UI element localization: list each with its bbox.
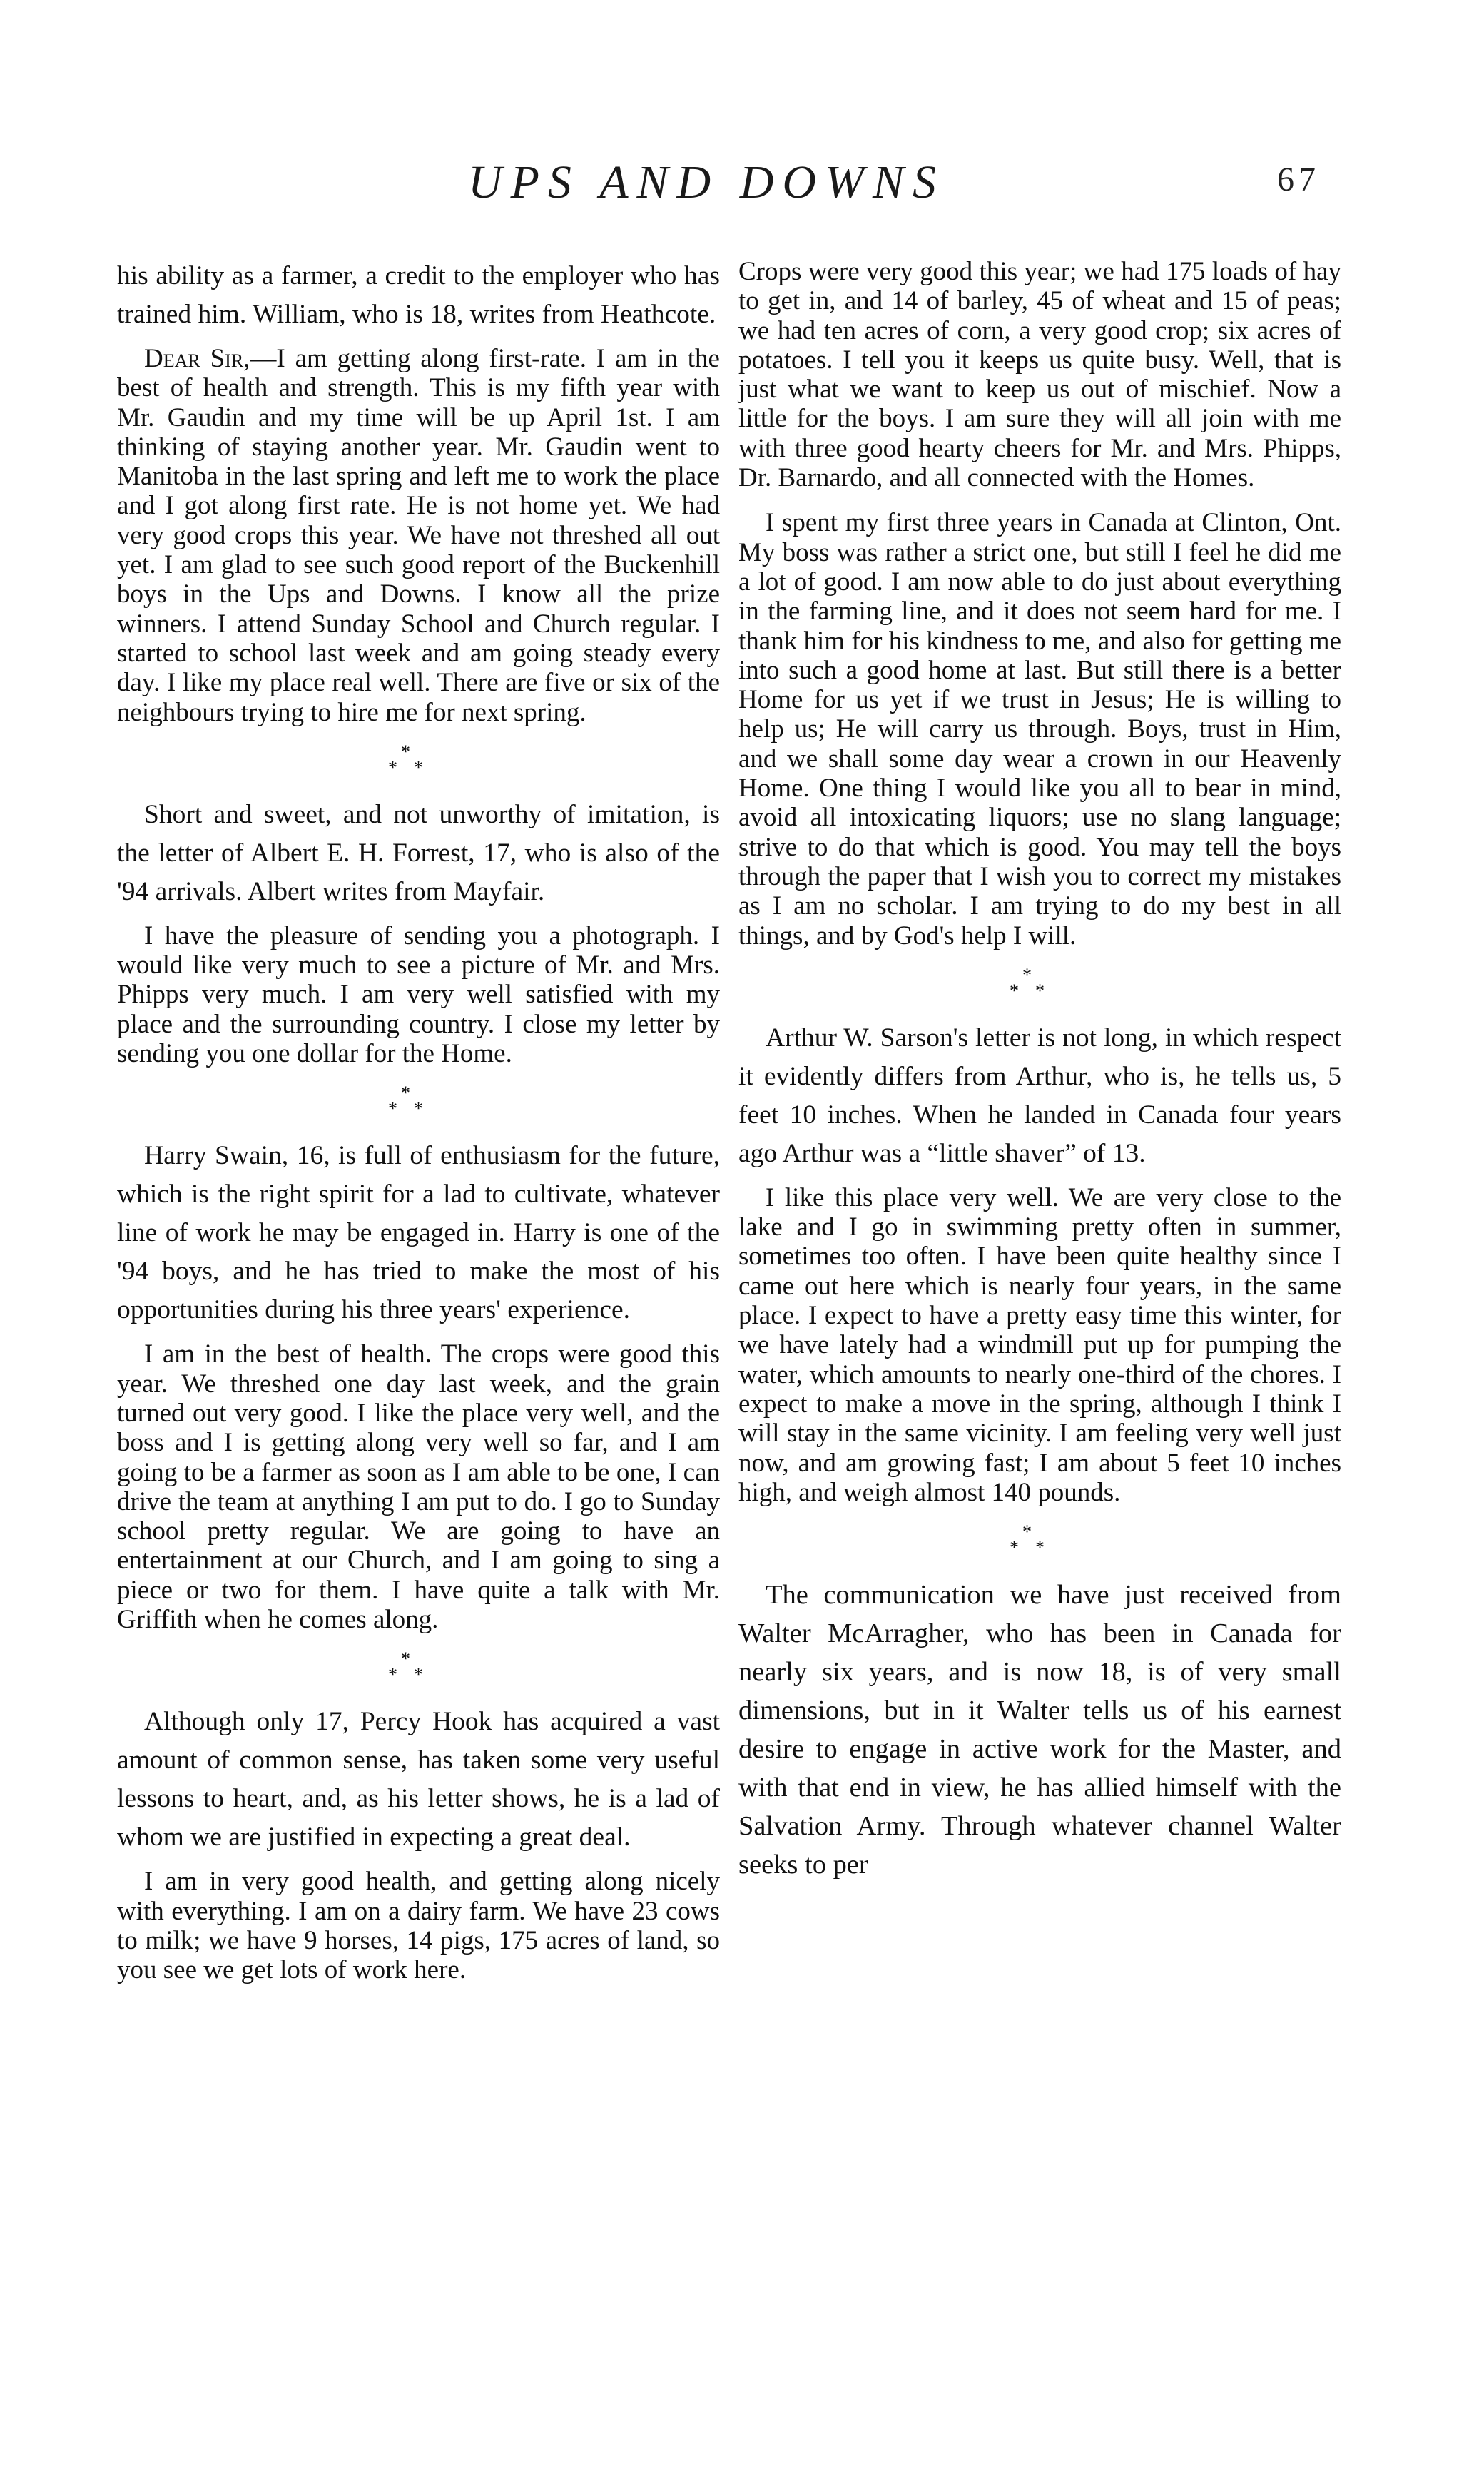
left-letter-william-body: —I am getting along first-rate. I am in the best of health and strength. This is my fifth year with Mr. Gaudin and my time will be up April 1st. I am thinking of staying another year. Mr. Gaudin went to Manitoba in the last spring and left me to work the place and I got along first rate. He is not home yet. We had very good crops this year. We have not threshed all out yet. I am glad to see such good report of the Buckenhill boys in the Ups and Downs. I know all the prize winners. I attend Sunday School and Church regular. I started to school last week and am going steady every day. I like my place real well. There are five or six of the neighbours trying to hire me for next spring. <box>117 344 720 727</box>
separator-star: * <box>401 1648 410 1670</box>
right-intro-arthur: Arthur W. Sarson's letter is not long, in which respect it evidently differs from Arthur, who is, he tells us, 5 feet 10 inches. When he landed in Canada four years ago Arthur was a “little shaver” of 13. <box>738 1023 1341 1168</box>
separator-star: * <box>1035 1537 1045 1558</box>
separator-star: * <box>388 1098 397 1120</box>
section-separator <box>117 1084 720 1127</box>
left-letter-harry: I am in the best of health. The crops were good this year. We threshed one day last week, and the grain turned out very good. I like the place very well, and the boss and I is getting along very well so far, and I am going to be a farmer as soon as I am able to be one, I can drive the team at anything I am put to do. I go to Sunday school pretty regular. We are going to have an entertainment at our Church, and I am going to sing a piece or two for them. I have quite a talk with Mr. Griffith when he comes along. <box>117 1339 720 1635</box>
left-letter-albert: I have the pleasure of sending you a photograph. I would like very much to see a picture of Mr. and Mrs. Phipps very much. I am very well satisfied with my place and the surrounding country. I close my letter by sending you one dollar for the Home. <box>117 921 720 1069</box>
separator-star: * <box>1010 980 1019 1001</box>
left-intro-percy: Although only 17, Percy Hook has acquired a vast amount of common sense, has taken some very useful lessons to heart, and, as his letter shows, he is a lad of whom we are justified in expecting a great deal. <box>117 1707 720 1852</box>
separator-star: * <box>1010 1537 1019 1558</box>
right-letter-arthur: I like this place very well. We are very close to the lake and I go in swimming pretty often in summer, sometimes too often. I have been quite healthy since I came out here which is nearly four years, in the same place. I expect to have a pretty easy time this winter, for we have lately had a windmill put up for pumping the water, which amounts to nearly one-third of the chores. I expect to make a move in the spring, although I think I will stay in the same vicinity. I am feeling very well just now, and am growing fast; I am about 5 feet 10 inches high, and weigh almost 140 pounds. <box>738 1182 1341 1507</box>
section-separator <box>738 966 1341 1009</box>
right-letter-percy-cont: Crops were very good this year; we had 175 loads of hay to get in, and 14 of barley, 45 of wheat and 15 of peas; we had ten acres of corn, a very good crop; six acres of potatoes. I tell you it keeps us quite busy. Well, that is just what we want to keep us out of mischief. Now a little for the boys. I am sure they will all join with me with three good hearty cheers for Mr. and Mrs. Phipps, Dr. Barnardo, and all connected with the Homes. <box>738 257 1341 493</box>
left-intro-albert: Short and sweet, and not unworthy of imitation, is the letter of Albert E. H. Forrest, 17, who is also of the '94 arrivals. Albert writes from Mayfair. <box>117 799 720 906</box>
separator-star: * <box>388 1664 397 1685</box>
right-letter-percy-cont-2: I spent my first three years in Canada at Clinton, Ont. My boss was rather a strict one, but still I feel he did me a lot of good. I am now able to do just about everything in the farming line, and it does not seem hard for me. I thank him for his kindness to me, and also for getting me into such a good home at last. But still there is a better Home for us yet if we trust in Jesus; He is willing to help us; He will carry us through. Boys, trust in Him, and we shall some day wear a crown in our Heavenly Home. One thing I would like you all to bear in mind, avoid all intoxicating liquors; use no slang language; strive to do that which is good. You may tell the boys through the paper that I wish you to correct my mistakes as I am no scholar. I am trying to do my best in all things, and by God's help I will. <box>738 508 1341 950</box>
right-column <box>738 257 1341 1894</box>
left-intro-harry: Harry Swain, 16, is full of enthusiasm for the future, which is the right spirit for a lad to cultivate, whatever line of work he may be engaged in. Harry is one of the '94 boys, and he has tried to make the most of his opportunities during his three years' experience. <box>117 1141 720 1325</box>
salutation: Dear Sir, <box>144 344 250 373</box>
separator-star: * <box>1022 1521 1032 1543</box>
separator-star: * <box>1035 980 1045 1001</box>
page-number: 67 <box>1277 161 1320 198</box>
section-separator <box>117 743 720 786</box>
section-separator <box>117 1650 720 1693</box>
running-title: UPS AND DOWNS <box>467 156 945 208</box>
section-separator <box>738 1523 1341 1566</box>
separator-star: * <box>414 1664 423 1685</box>
left-para-1: his ability as a farmer, a credit to the employer who has trained him. William, who is 18, writes from Heathcote. <box>117 261 720 329</box>
left-column <box>117 257 720 2001</box>
left-letter-william <box>117 344 720 727</box>
separator-star: * <box>1022 964 1032 985</box>
page-header <box>0 156 1484 220</box>
right-intro-walter: The communication we have just received from Walter McArragher, who has been in Canada for nearly six years, and is now 18, is of very small dimensions, but in it Walter tells us of his earnest desire to engage in active work for the Master, and with that end in view, he has allied himself with the Salvation Army. Through whatever channel Walter seeks to per <box>738 1580 1341 1880</box>
separator-star: * <box>414 756 423 778</box>
separator-star: * <box>414 1098 423 1120</box>
separator-star: * <box>401 741 410 762</box>
separator-star: * <box>401 1083 410 1104</box>
left-letter-percy: I am in very good health, and getting along nicely with everything. I am on a dairy farm. We have 23 cows to milk; we have 9 horses, 14 pigs, 175 acres of land, so you see we get lots of work here. <box>117 1867 720 1985</box>
separator-star: * <box>388 756 397 778</box>
